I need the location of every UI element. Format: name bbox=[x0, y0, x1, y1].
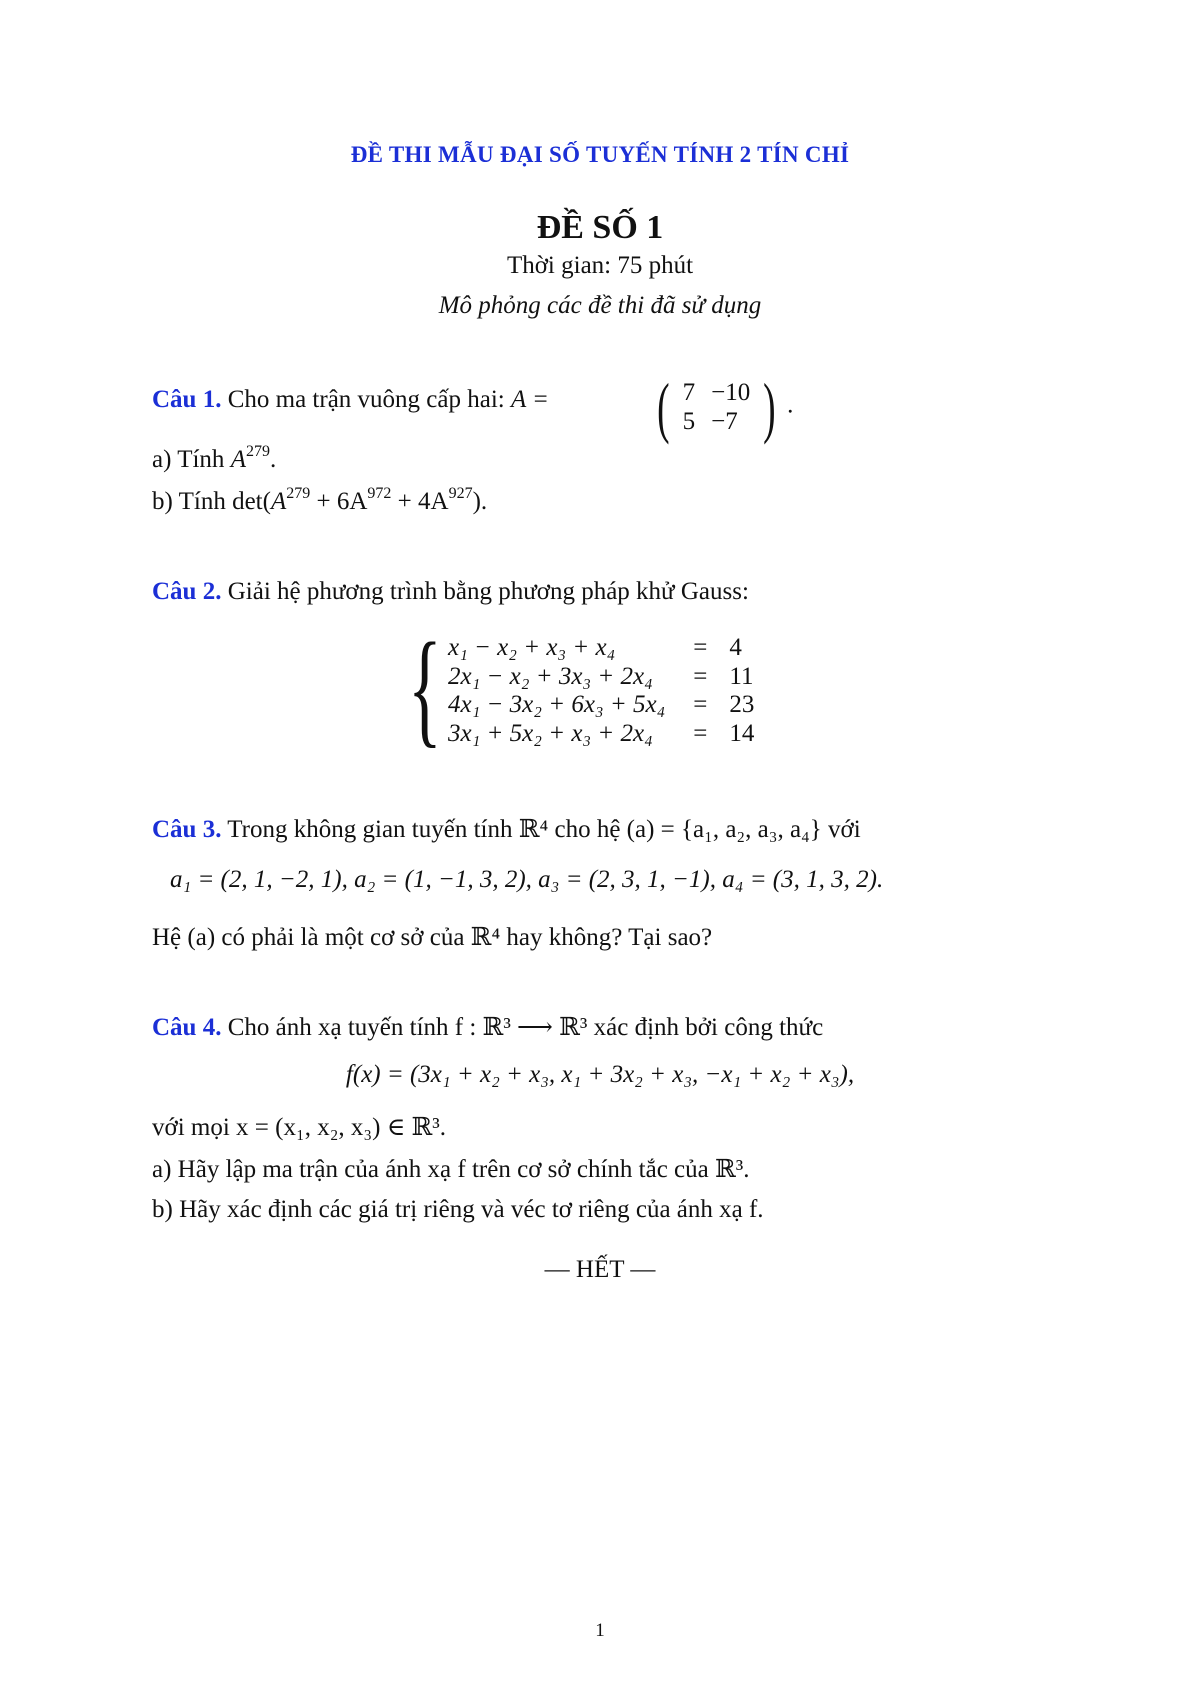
matrix-cell: −7 bbox=[711, 408, 738, 435]
equation-rhs: 14 bbox=[729, 719, 755, 747]
equation-row bbox=[448, 720, 754, 749]
equation-row bbox=[448, 634, 754, 663]
q1b-term: A bbox=[270, 488, 287, 515]
question-3-vectors: a₁ = (2, 1, −2, 1), a₂ = (1, −1, 3, 2), a₃ = (2, 3, 1, −1), a₄ = (3, 1, 3, 2). bbox=[170, 866, 884, 893]
equation-row bbox=[448, 691, 754, 720]
left-paren: ( bbox=[657, 369, 670, 445]
question-4-forall: với mọi x = (x₁, x₂, x₃) ∈ ℝ³. bbox=[152, 1114, 446, 1141]
equation-row bbox=[448, 663, 754, 692]
matrix-cell: 5 bbox=[682, 408, 696, 435]
question-4b: b) Hãy xác định các giá trị riêng và véc tơ riêng của ánh xạ f. bbox=[152, 1196, 764, 1223]
question-1-text: Cho ma trận vuông cấp hai: bbox=[227, 386, 505, 413]
equation-lhs: 4x₁ − 3x₂ + 6x₃ + 5x₄ bbox=[448, 691, 666, 719]
matrix-lhs: A = bbox=[510, 386, 549, 413]
question-2-label: Câu 2. bbox=[152, 578, 222, 605]
q1a-end: . bbox=[269, 446, 277, 473]
equals-sign: = bbox=[693, 691, 708, 719]
question-1a bbox=[152, 443, 277, 474]
q1b-term: + 4A bbox=[391, 488, 449, 515]
equation-lhs: 2x₁ − x₂ + 3x₃ + 2x₄ bbox=[448, 662, 653, 690]
matrix-table bbox=[675, 378, 759, 436]
question-3-text: Trong không gian tuyến tính ℝ⁴ cho hệ (a) = {a₁, a₂, a₃, a₄} với bbox=[227, 816, 861, 843]
document-title: ĐỀ THI MẪU ĐẠI SỐ TUYẾN TÍNH 2 TÍN CHỈ bbox=[350, 142, 850, 167]
q1b-exp: 927 bbox=[448, 485, 473, 502]
equation-system bbox=[448, 634, 754, 748]
equals-sign: = bbox=[693, 662, 708, 690]
question-3-question: Hệ (a) có phải là một cơ sở của ℝ⁴ hay không? Tại sao? bbox=[152, 924, 713, 951]
question-1-intro bbox=[152, 386, 549, 414]
equation-rhs: 23 bbox=[729, 691, 755, 719]
time-limit: Thời gian: 75 phút bbox=[506, 252, 694, 279]
q1b-exp: 279 bbox=[286, 485, 311, 502]
q1a-exp: 279 bbox=[245, 443, 270, 460]
matrix-A bbox=[652, 369, 794, 445]
equation-lhs: 3x₁ + 5x₂ + x₃ + 2x₄ bbox=[448, 719, 653, 747]
question-2-intro bbox=[152, 578, 749, 606]
question-4a: a) Hãy lập ma trận của ánh xạ f trên cơ sở chính tắc của ℝ³. bbox=[152, 1156, 750, 1183]
equals-sign: = bbox=[693, 719, 708, 747]
question-3-intro bbox=[152, 814, 861, 844]
question-2-text: Giải hệ phương trình bằng phương pháp khử Gauss: bbox=[227, 578, 749, 605]
equation-rhs: 11 bbox=[729, 662, 754, 690]
q1b-end: ). bbox=[472, 488, 488, 515]
question-1-label: Câu 1. bbox=[152, 386, 222, 413]
page-number: 1 bbox=[595, 1620, 605, 1641]
q1b-text: b) Tính det( bbox=[152, 488, 271, 515]
question-4-intro bbox=[152, 1012, 823, 1042]
question-4-formula: f(x) = (3x₁ + x₂ + x₃, x₁ + 3x₂ + x₃, −x₁ + x₂ + x₃), bbox=[345, 1061, 855, 1088]
matrix-cell: −10 bbox=[711, 379, 751, 406]
q1b-exp: 972 bbox=[367, 485, 392, 502]
exam-note: Mô phỏng các đề thi đã sử dụng bbox=[438, 292, 762, 319]
question-1b bbox=[152, 485, 488, 516]
equals-sign: = bbox=[693, 634, 708, 661]
q1a-math: A bbox=[230, 446, 246, 473]
right-paren: ) bbox=[763, 369, 776, 445]
matrix-end: . bbox=[787, 391, 794, 419]
exam-number: ĐỀ SỐ 1 bbox=[536, 209, 664, 246]
equation-lhs: x₁ − x₂ + x₃ + x₄ bbox=[448, 634, 616, 661]
equation-rhs: 4 bbox=[729, 634, 742, 661]
question-4-text: Cho ánh xạ tuyến tính f : ℝ³ ⟶ ℝ³ xác định bởi công thức bbox=[227, 1014, 824, 1041]
question-3-label: Câu 3. bbox=[152, 816, 222, 843]
q1b-term: + 6A bbox=[310, 488, 368, 515]
q1a-text: a) Tính bbox=[152, 446, 225, 473]
matrix-cell: 7 bbox=[682, 379, 696, 406]
end-marker: — HẾT — bbox=[544, 1256, 656, 1283]
question-4-label: Câu 4. bbox=[152, 1014, 222, 1041]
system-brace: { bbox=[408, 617, 442, 759]
